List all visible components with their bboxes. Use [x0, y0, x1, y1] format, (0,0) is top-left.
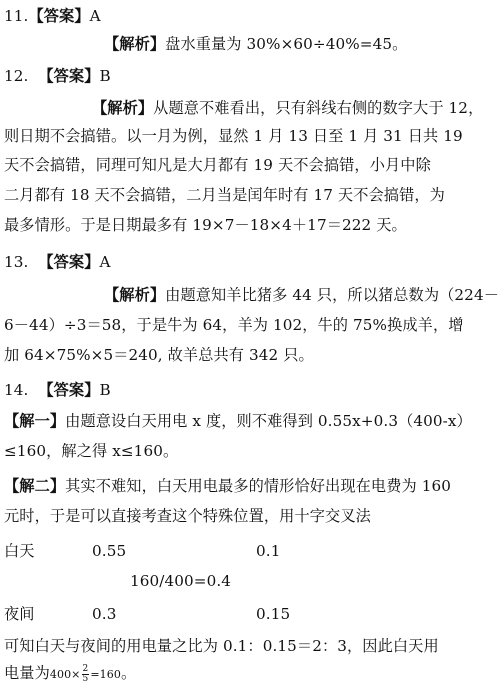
q14-solution2-line-2: 元时，于是可以直接考查这个特殊位置，用十字交叉法 [4, 507, 371, 525]
q14-number: 14. [4, 381, 29, 399]
q14-solution2-text-1: 其实不难知，白天用电最多的情形恰好出现在电费为 160 [65, 477, 451, 495]
q11-answer-line [4, 6, 101, 26]
q11-number: 11. [4, 7, 29, 25]
q14-conclusion-expr-a: 400× [49, 668, 81, 681]
q14-solution1-text-1: 由题意设白天用电 x 度，则不难得到 0.55x+0.3（400-x） [65, 412, 472, 430]
q11-answer-label: 【答案】 [28, 7, 90, 25]
q12-answer: B [99, 67, 111, 85]
cross-night-diff: 0.15 [256, 605, 291, 623]
fraction-denominator: 5 [82, 673, 89, 684]
q13-explanation-text-1: 由题意知羊比猪多 44 只，所以猪总数为（224－ [165, 286, 500, 304]
q14-conclusion-expr-b: =160 [90, 668, 121, 681]
q13-explanation-label: 【解析】 [104, 286, 166, 304]
q13-answer: A [99, 253, 111, 271]
q14-answer-label: 【答案】 [38, 381, 100, 399]
q12-explanation-line-5: 最多情形。于是日期最多有 19×7－18×4＋17＝222 天。 [4, 216, 407, 234]
q13-answer-label: 【答案】 [38, 253, 100, 271]
q13-answer-line [4, 252, 111, 272]
q12-explanation-label: 【解析】 [92, 99, 154, 117]
q14-conclusion-line-2 [4, 663, 136, 685]
q12-explanation-text-1: 从题意不难看出，只有斜线右侧的数字大于 12， [153, 99, 484, 117]
q11-explanation-text: 盘水重量为 30%×60÷40%=45。 [165, 35, 408, 53]
q14-conclusion-end: 。 [120, 664, 137, 682]
q14-answer: B [99, 381, 111, 399]
q14-conclusion-prefix: 电量为 [4, 664, 50, 682]
q13-explanation-line-3: 加 64×75%×5＝240, 故羊总共有 342 只。 [4, 346, 314, 364]
cross-day-price: 0.55 [92, 542, 127, 560]
q14-conclusion-fraction [82, 665, 90, 684]
q14-conclusion-line-1: 可知白天与夜间的用电量之比为 0.1：0.15＝2：3，因此白天用 [4, 637, 439, 655]
q12-explanation-line-4: 二月都有 18 天不会搞错，二月当是闰年时有 17 天不会搞错，为 [4, 186, 445, 204]
q13-explanation-line-2: 6－44）÷3＝58，于是牛为 64，羊为 102，牛的 75%换成羊，增 [4, 316, 464, 334]
q14-solution2-label: 【解二】 [4, 477, 66, 495]
fraction-numerator: 2 [82, 663, 89, 674]
q14-solution1-line-2: ≤160，解之得 x≤160。 [4, 442, 179, 460]
q11-explanation-label: 【解析】 [104, 35, 166, 53]
cross-night-price: 0.3 [92, 605, 117, 623]
cross-day-label: 白天 [4, 542, 35, 560]
q14-answer-line [4, 380, 111, 400]
q12-answer-label: 【答案】 [38, 67, 100, 85]
q14-solution2-line-1 [4, 476, 451, 496]
q12-number: 12. [4, 67, 29, 85]
q14-solution1-line-1 [4, 411, 472, 431]
q12-explanation-line-2: 则日期不会搞错。以一月为例，显然 1 月 13 日至 1 月 31 日共 19 [4, 127, 463, 145]
q14-solution1-label: 【解一】 [4, 412, 66, 430]
q12-answer-line [4, 66, 111, 86]
cross-center-ratio: 160/400=0.4 [130, 572, 232, 590]
q12-explanation-line-3: 天不会搞错，同理可知凡是大月都有 19 天不会搞错，小月中除 [4, 156, 431, 174]
cross-day-diff: 0.1 [256, 542, 281, 560]
q13-explanation-line-1 [104, 285, 499, 305]
q12-explanation-line-1 [92, 98, 483, 118]
q11-answer: A [89, 7, 101, 25]
q13-number: 13. [4, 253, 29, 271]
q11-explanation [104, 34, 407, 54]
cross-night-label: 夜间 [4, 605, 35, 623]
